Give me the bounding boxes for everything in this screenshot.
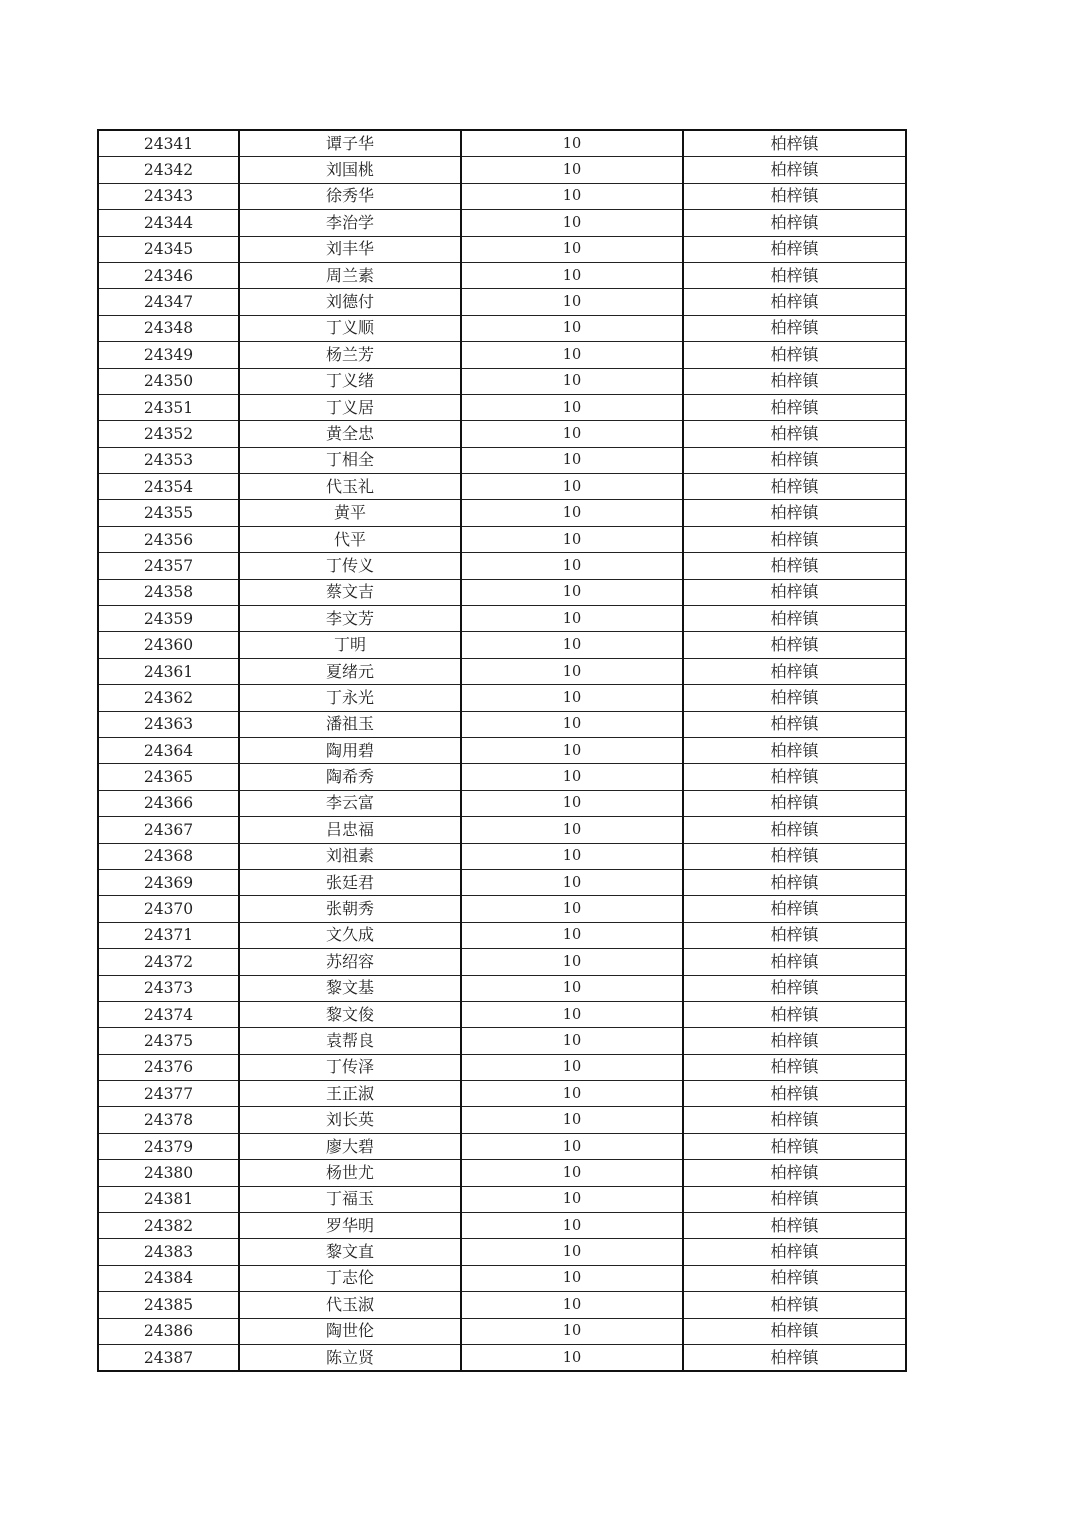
row-id-cell: 24367 [98,817,239,843]
row-id-cell: 24343 [98,183,239,209]
row-amount-cell: 10 [461,1186,683,1212]
row-name-cell: 袁帮良 [239,1028,461,1054]
row-id-cell: 24387 [98,1344,239,1371]
table-row [98,368,906,394]
row-amount-cell: 10 [461,632,683,658]
row-amount-cell: 10 [461,236,683,262]
row-town-cell: 柏梓镇 [683,526,906,552]
row-amount-cell: 10 [461,843,683,869]
table-row [98,210,906,236]
row-town-cell: 柏梓镇 [683,843,906,869]
row-id-cell: 24344 [98,210,239,236]
row-name-cell: 陶希秀 [239,764,461,790]
row-town-cell: 柏梓镇 [683,1265,906,1291]
row-town-cell: 柏梓镇 [683,421,906,447]
row-amount-cell: 10 [461,1160,683,1186]
row-amount-cell: 10 [461,711,683,737]
row-id-cell: 24371 [98,922,239,948]
table-row [98,1344,906,1371]
row-id-cell: 24360 [98,632,239,658]
row-amount-cell: 10 [461,1133,683,1159]
table-row [98,500,906,526]
row-town-cell: 柏梓镇 [683,1213,906,1239]
table-row [98,1081,906,1107]
table-row [98,975,906,1001]
row-town-cell: 柏梓镇 [683,500,906,526]
row-name-cell: 丁义绪 [239,368,461,394]
row-town-cell: 柏梓镇 [683,1344,906,1371]
row-name-cell: 黄全忠 [239,421,461,447]
row-id-cell: 24378 [98,1107,239,1133]
table-row [98,606,906,632]
row-amount-cell: 10 [461,262,683,288]
row-town-cell: 柏梓镇 [683,922,906,948]
table-row [98,526,906,552]
row-town-cell: 柏梓镇 [683,394,906,420]
table-row [98,447,906,473]
row-name-cell: 刘德付 [239,289,461,315]
table-row [98,658,906,684]
row-id-cell: 24366 [98,790,239,816]
row-amount-cell: 10 [461,315,683,341]
table-row [98,236,906,262]
row-town-cell: 柏梓镇 [683,130,906,157]
table-row [98,737,906,763]
row-name-cell: 张朝秀 [239,896,461,922]
row-name-cell: 代玉礼 [239,474,461,500]
row-amount-cell: 10 [461,869,683,895]
table-row [98,843,906,869]
row-town-cell: 柏梓镇 [683,869,906,895]
row-town-cell: 柏梓镇 [683,790,906,816]
row-amount-cell: 10 [461,975,683,1001]
table-row [98,1318,906,1344]
row-id-cell: 24385 [98,1292,239,1318]
row-name-cell: 苏绍容 [239,949,461,975]
row-town-cell: 柏梓镇 [683,1318,906,1344]
row-town-cell: 柏梓镇 [683,579,906,605]
table-row [98,817,906,843]
row-id-cell: 24351 [98,394,239,420]
row-amount-cell: 10 [461,474,683,500]
table-row [98,896,906,922]
row-id-cell: 24381 [98,1186,239,1212]
roster-table-body [98,130,906,1371]
row-amount-cell: 10 [461,1265,683,1291]
row-name-cell: 李治学 [239,210,461,236]
row-name-cell: 丁传泽 [239,1054,461,1080]
table-row [98,1133,906,1159]
table-row [98,949,906,975]
row-amount-cell: 10 [461,949,683,975]
row-name-cell: 代平 [239,526,461,552]
row-id-cell: 24346 [98,262,239,288]
table-row [98,1107,906,1133]
row-id-cell: 24358 [98,579,239,605]
row-town-cell: 柏梓镇 [683,342,906,368]
row-name-cell: 黄平 [239,500,461,526]
table-row [98,1160,906,1186]
row-name-cell: 刘长英 [239,1107,461,1133]
row-amount-cell: 10 [461,368,683,394]
row-id-cell: 24356 [98,526,239,552]
table-row [98,474,906,500]
row-amount-cell: 10 [461,1292,683,1318]
row-town-cell: 柏梓镇 [683,1054,906,1080]
row-amount-cell: 10 [461,342,683,368]
row-name-cell: 潘祖玉 [239,711,461,737]
table-row [98,1001,906,1027]
row-amount-cell: 10 [461,289,683,315]
row-name-cell: 刘丰华 [239,236,461,262]
table-row [98,711,906,737]
table-row [98,1054,906,1080]
row-town-cell: 柏梓镇 [683,1239,906,1265]
row-id-cell: 24341 [98,130,239,157]
row-amount-cell: 10 [461,1081,683,1107]
row-name-cell: 丁义顺 [239,315,461,341]
row-amount-cell: 10 [461,1344,683,1371]
row-amount-cell: 10 [461,764,683,790]
row-name-cell: 丁永光 [239,685,461,711]
row-town-cell: 柏梓镇 [683,764,906,790]
row-amount-cell: 10 [461,817,683,843]
row-id-cell: 24375 [98,1028,239,1054]
row-id-cell: 24357 [98,553,239,579]
row-name-cell: 陶世伦 [239,1318,461,1344]
row-town-cell: 柏梓镇 [683,1160,906,1186]
row-amount-cell: 10 [461,526,683,552]
row-amount-cell: 10 [461,157,683,183]
table-row [98,183,906,209]
row-town-cell: 柏梓镇 [683,315,906,341]
row-name-cell: 代玉淑 [239,1292,461,1318]
row-name-cell: 杨世尤 [239,1160,461,1186]
row-town-cell: 柏梓镇 [683,685,906,711]
row-amount-cell: 10 [461,1001,683,1027]
row-name-cell: 蔡文吉 [239,579,461,605]
row-id-cell: 24384 [98,1265,239,1291]
row-town-cell: 柏梓镇 [683,210,906,236]
row-name-cell: 陶用碧 [239,737,461,763]
row-amount-cell: 10 [461,553,683,579]
table-row [98,1239,906,1265]
row-id-cell: 24372 [98,949,239,975]
row-town-cell: 柏梓镇 [683,606,906,632]
row-amount-cell: 10 [461,1028,683,1054]
row-name-cell: 徐秀华 [239,183,461,209]
row-id-cell: 24364 [98,737,239,763]
row-id-cell: 24354 [98,474,239,500]
row-amount-cell: 10 [461,1213,683,1239]
table-row [98,790,906,816]
table-row [98,289,906,315]
row-name-cell: 黎文俊 [239,1001,461,1027]
row-town-cell: 柏梓镇 [683,817,906,843]
row-id-cell: 24383 [98,1239,239,1265]
row-town-cell: 柏梓镇 [683,262,906,288]
row-name-cell: 黎文直 [239,1239,461,1265]
row-amount-cell: 10 [461,130,683,157]
row-town-cell: 柏梓镇 [683,1133,906,1159]
row-town-cell: 柏梓镇 [683,711,906,737]
row-name-cell: 刘国桃 [239,157,461,183]
row-town-cell: 柏梓镇 [683,737,906,763]
row-id-cell: 24345 [98,236,239,262]
row-amount-cell: 10 [461,421,683,447]
row-amount-cell: 10 [461,579,683,605]
row-town-cell: 柏梓镇 [683,474,906,500]
row-town-cell: 柏梓镇 [683,289,906,315]
table-row [98,869,906,895]
table-row [98,262,906,288]
row-id-cell: 24377 [98,1081,239,1107]
table-row [98,685,906,711]
table-row [98,579,906,605]
row-name-cell: 夏绪元 [239,658,461,684]
row-amount-cell: 10 [461,737,683,763]
row-id-cell: 24363 [98,711,239,737]
row-id-cell: 24349 [98,342,239,368]
row-id-cell: 24386 [98,1318,239,1344]
row-name-cell: 杨兰芳 [239,342,461,368]
row-id-cell: 24342 [98,157,239,183]
row-town-cell: 柏梓镇 [683,447,906,473]
row-name-cell: 吕忠福 [239,817,461,843]
row-id-cell: 24362 [98,685,239,711]
row-id-cell: 24352 [98,421,239,447]
row-amount-cell: 10 [461,1239,683,1265]
row-amount-cell: 10 [461,896,683,922]
row-id-cell: 24370 [98,896,239,922]
table-row [98,394,906,420]
table-row [98,1028,906,1054]
row-town-cell: 柏梓镇 [683,975,906,1001]
row-name-cell: 丁相全 [239,447,461,473]
table-row [98,1265,906,1291]
row-name-cell: 丁明 [239,632,461,658]
table-row [98,632,906,658]
row-id-cell: 24376 [98,1054,239,1080]
table-row [98,1213,906,1239]
row-id-cell: 24361 [98,658,239,684]
row-id-cell: 24373 [98,975,239,1001]
row-name-cell: 王正淑 [239,1081,461,1107]
row-id-cell: 24348 [98,315,239,341]
row-id-cell: 24369 [98,869,239,895]
row-town-cell: 柏梓镇 [683,1028,906,1054]
row-town-cell: 柏梓镇 [683,949,906,975]
row-amount-cell: 10 [461,685,683,711]
row-name-cell: 刘祖素 [239,843,461,869]
row-amount-cell: 10 [461,1318,683,1344]
table-row [98,553,906,579]
row-amount-cell: 10 [461,500,683,526]
row-id-cell: 24359 [98,606,239,632]
row-amount-cell: 10 [461,447,683,473]
row-town-cell: 柏梓镇 [683,1001,906,1027]
row-amount-cell: 10 [461,790,683,816]
row-amount-cell: 10 [461,922,683,948]
row-id-cell: 24368 [98,843,239,869]
row-town-cell: 柏梓镇 [683,1107,906,1133]
row-name-cell: 黎文基 [239,975,461,1001]
row-amount-cell: 10 [461,1107,683,1133]
row-id-cell: 24379 [98,1133,239,1159]
row-town-cell: 柏梓镇 [683,658,906,684]
table-row [98,922,906,948]
row-name-cell: 文久成 [239,922,461,948]
row-id-cell: 24374 [98,1001,239,1027]
row-town-cell: 柏梓镇 [683,1292,906,1318]
table-row [98,342,906,368]
row-town-cell: 柏梓镇 [683,183,906,209]
row-name-cell: 丁福玉 [239,1186,461,1212]
row-name-cell: 罗华明 [239,1213,461,1239]
row-amount-cell: 10 [461,183,683,209]
row-name-cell: 李文芳 [239,606,461,632]
row-town-cell: 柏梓镇 [683,236,906,262]
row-id-cell: 24347 [98,289,239,315]
row-name-cell: 周兰素 [239,262,461,288]
row-amount-cell: 10 [461,658,683,684]
row-amount-cell: 10 [461,394,683,420]
table-row [98,157,906,183]
roster-table [97,129,907,1372]
row-town-cell: 柏梓镇 [683,1186,906,1212]
table-row [98,421,906,447]
row-town-cell: 柏梓镇 [683,632,906,658]
row-id-cell: 24380 [98,1160,239,1186]
row-id-cell: 24365 [98,764,239,790]
row-name-cell: 张廷君 [239,869,461,895]
row-name-cell: 李云富 [239,790,461,816]
row-town-cell: 柏梓镇 [683,896,906,922]
table-row [98,1186,906,1212]
row-name-cell: 丁志伦 [239,1265,461,1291]
row-id-cell: 24355 [98,500,239,526]
row-id-cell: 24382 [98,1213,239,1239]
table-row [98,315,906,341]
row-id-cell: 24350 [98,368,239,394]
table-row [98,1292,906,1318]
row-name-cell: 廖大碧 [239,1133,461,1159]
row-amount-cell: 10 [461,606,683,632]
row-name-cell: 丁传义 [239,553,461,579]
row-name-cell: 陈立贤 [239,1344,461,1371]
row-name-cell: 丁义居 [239,394,461,420]
row-town-cell: 柏梓镇 [683,553,906,579]
row-id-cell: 24353 [98,447,239,473]
row-amount-cell: 10 [461,1054,683,1080]
row-amount-cell: 10 [461,210,683,236]
table-row [98,764,906,790]
row-town-cell: 柏梓镇 [683,1081,906,1107]
row-town-cell: 柏梓镇 [683,157,906,183]
table-row [98,130,906,157]
row-name-cell: 谭子华 [239,130,461,157]
row-town-cell: 柏梓镇 [683,368,906,394]
